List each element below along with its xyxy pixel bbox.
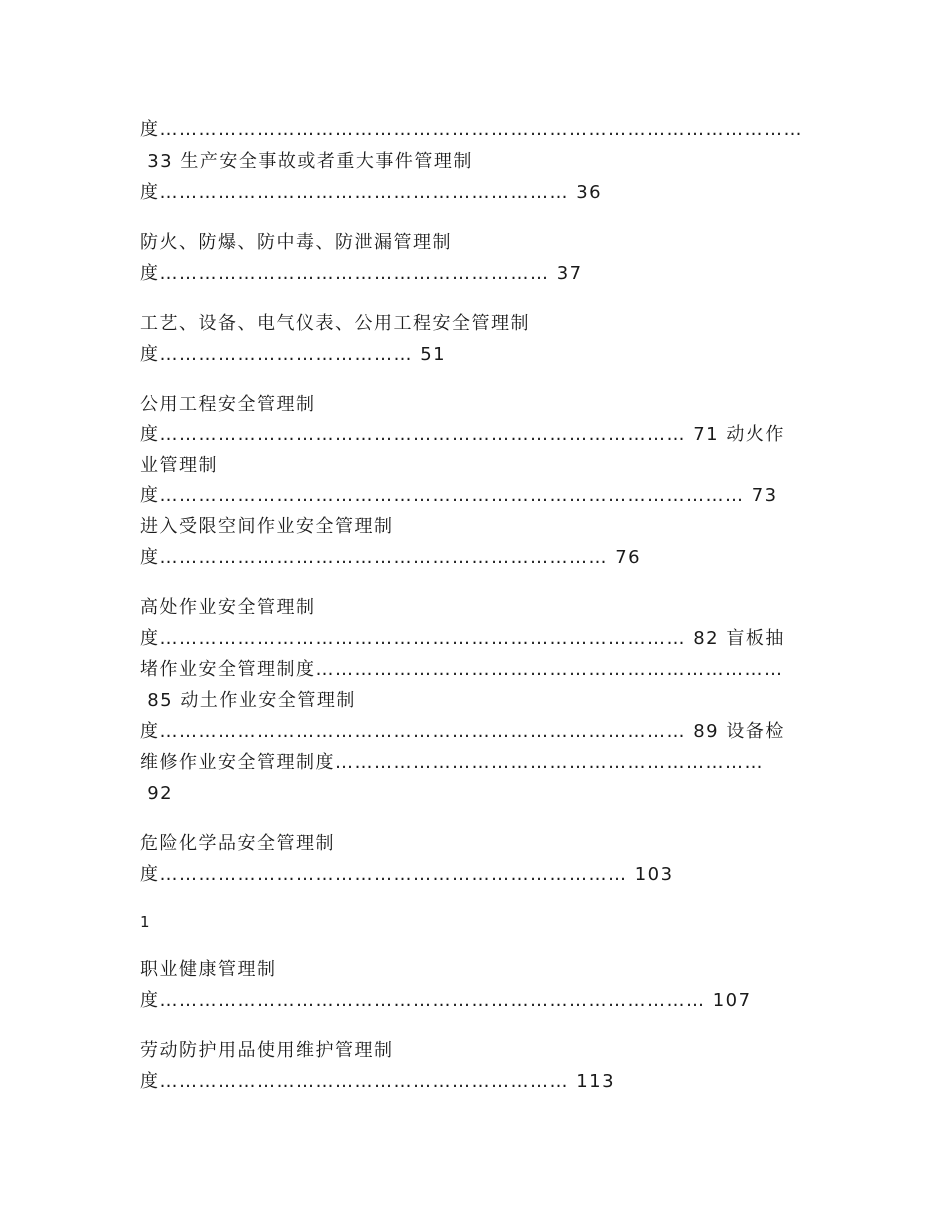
line-19: 92	[140, 783, 174, 804]
line-18: 维修作业安全管理制度…………………………………………………………	[140, 752, 764, 773]
line-0: 度………………………………………………………………………………………	[140, 119, 803, 140]
line-16: 85 动土作业安全管理制	[140, 690, 356, 711]
line-11: 进入受限空间作业安全管理制	[140, 516, 394, 537]
line-1: 33 生产安全事故或者重大事件管理制	[140, 151, 473, 172]
line-3: 防火、防爆、防中毒、防泄漏管理制	[140, 232, 452, 253]
line-4: 度…………………………………………………… 37	[140, 263, 583, 284]
line-24: 劳动防护用品使用维护管理制	[140, 1040, 394, 1061]
line-21: 度……………………………………………………………… 103	[140, 864, 674, 885]
line-7: 公用工程安全管理制	[140, 394, 316, 415]
line-14: 度……………………………………………………………………… 82 盲板抽	[140, 628, 785, 649]
line-8: 度……………………………………………………………………… 71 动火作	[140, 424, 785, 445]
line-6: 度………………………………… 51	[140, 344, 447, 365]
line-20: 危险化学品安全管理制	[140, 833, 335, 854]
line-13: 高处作业安全管理制	[140, 597, 316, 618]
line-9: 业管理制	[140, 455, 218, 476]
line-2: 度……………………………………………………… 36	[140, 182, 603, 203]
line-17: 度……………………………………………………………………… 89 设备检	[140, 721, 785, 742]
line-25: 度……………………………………………………… 113	[140, 1071, 616, 1092]
line-10: 度……………………………………………………………………………… 73	[140, 485, 778, 506]
line-12: 度…………………………………………………………… 76	[140, 547, 642, 568]
line-5: 工艺、设备、电气仪表、公用工程安全管理制	[140, 313, 530, 334]
line-22: 职业健康管理制	[140, 959, 277, 980]
page-number: 1	[140, 913, 150, 931]
line-23: 度………………………………………………………………………… 107	[140, 990, 752, 1011]
line-15: 堵作业安全管理制度………………………………………………………………	[140, 659, 784, 680]
